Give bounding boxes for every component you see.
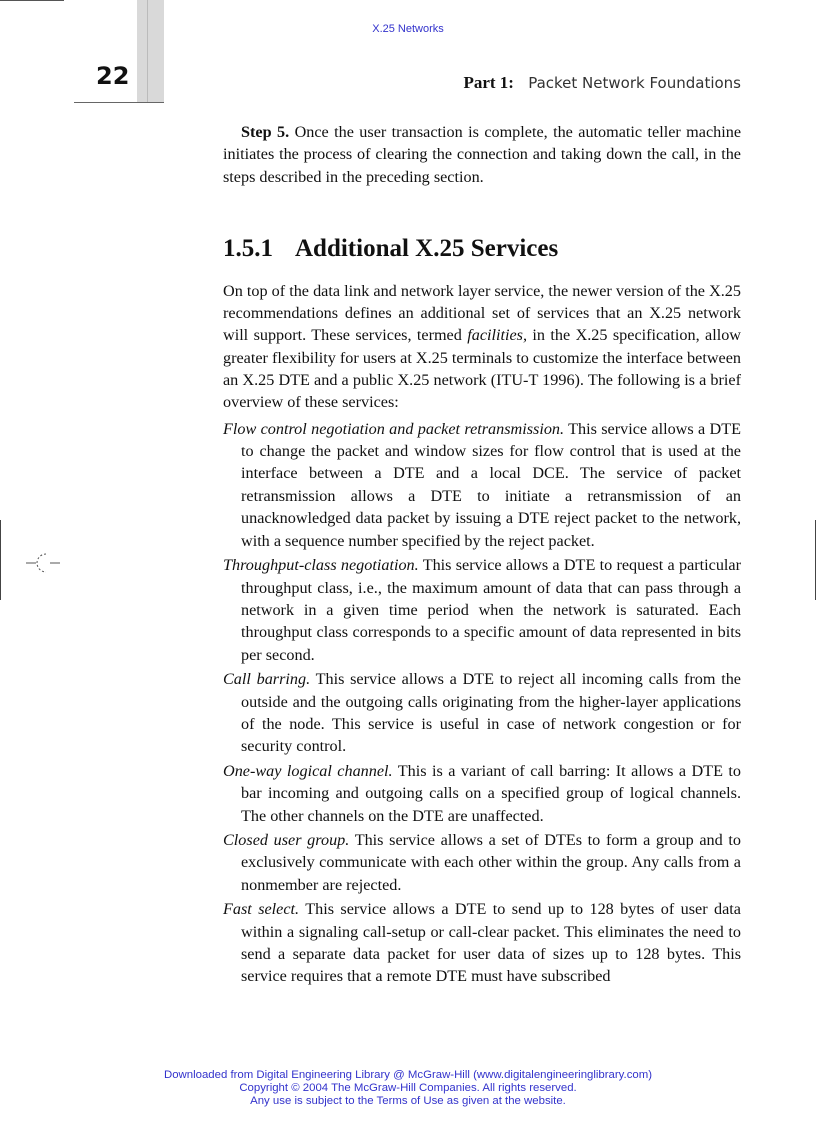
- entry-text: This service allows a DTE to reject all incoming calls from the outside and the outgoing calls originating from the higher-layer applications of the node. This service is useful in case of network congestion or for security control.: [241, 670, 741, 756]
- entry-term: Fast select.: [223, 900, 300, 919]
- entry-text: This service allows a DTE to request a particular throughput class, i.e., the maximum amount of data that can pass through a network in a given time period when the network is saturated. Each throughput class corresponds to a specific amount of data represented in bits per second.: [241, 556, 741, 664]
- entry-term: Call barring.: [223, 670, 311, 689]
- entry-text: This service allows a DTE to change the packet and window sizes for flow control that is used at the interface between a DTE and a local DCE. The service of packet retransmission allows a DTE to initiate a retransmission of an unacknowledged data packet by issuing a DTE reject packet to the network, with a sequence number specified by the reject packet.: [241, 419, 741, 550]
- service-entry-call-barring: [223, 668, 741, 758]
- source-link[interactable]: X.25 Networks: [372, 23, 444, 35]
- intro-term: facilities,: [467, 326, 528, 345]
- service-entry-one-way-channel: [223, 760, 741, 827]
- service-entry-fast-select: [223, 898, 741, 988]
- entry-term: One-way logical channel.: [223, 761, 393, 780]
- running-head: [463, 73, 741, 93]
- entry-term: Closed user group.: [223, 830, 350, 849]
- part-label: Part 1:: [463, 73, 514, 92]
- tab-divider: [147, 0, 148, 102]
- service-entry-flow-control: [223, 418, 741, 552]
- service-entry-closed-user-group: [223, 829, 741, 896]
- entry-term: Throughput-class negotiation.: [223, 556, 419, 575]
- intro-text-before: On top of the data link and network layer service, the newer version of the X.25 recommendations defines an additional set of services that an X.25 network will support. These services, termed: [223, 281, 741, 345]
- part-title: Packet Network Foundations: [528, 74, 741, 92]
- entry-term: Flow control negotiation and packet retransmission.: [223, 419, 565, 438]
- entry-text: This service allows a DTE to send up to 128 bytes of user data within a signaling call-setup or call-clear packet. This eliminates the need to send a separate data packet for user data of sizes up to 128 bytes. This service requires that a remote DTE must have subscribed: [241, 900, 741, 986]
- entry-text: This is a variant of call barring: It allows a DTE to bar incoming and outgoing calls on a specified group of logical channels. The other channels on the DTE are unaffected.: [241, 761, 742, 825]
- entry-text: This service allows a set of DTEs to form a group and to exclusively communicate with each other within the group. Any calls from a nonmember are rejected.: [241, 830, 742, 894]
- section-heading: [223, 234, 741, 264]
- section-title: Additional X.25 Services: [295, 234, 559, 262]
- footer-terms[interactable]: Any use is subject to the Terms of Use as given at the website.: [250, 1095, 566, 1107]
- top-crop-rule: [0, 0, 64, 1]
- page-body: [223, 121, 741, 990]
- service-entry-throughput: [223, 554, 741, 666]
- step-label: Step 5.: [241, 123, 290, 141]
- section-number: 1.5.1: [223, 234, 273, 262]
- footer-notice: [0, 1069, 816, 1108]
- intro-text-after: in the X.25 specification, allow greater flexibility for users at X.25 terminals to customize the interface between an X.25 DTE and a public X.25 network (ITU-T 1996). The following is a brief overview of these services:: [223, 326, 741, 412]
- step-text: Once the user transaction is complete, the automatic teller machine initiates the process of clearing the connection and taking down the call, in the steps described in the preceding section.: [223, 123, 742, 186]
- intro-paragraph: [223, 280, 741, 414]
- left-crop-mark: [0, 520, 1, 600]
- step-paragraph: [223, 121, 741, 188]
- footer-download-link[interactable]: Downloaded from Digital Engineering Library @ McGraw-Hill (www.digitalengineeringlibrary.com): [163, 1069, 653, 1081]
- footer-copyright: Copyright © 2004 The McGraw-Hill Companies. All rights reserved.: [239, 1082, 577, 1094]
- registration-mark-icon: [26, 550, 60, 576]
- page-number: 22: [96, 62, 130, 90]
